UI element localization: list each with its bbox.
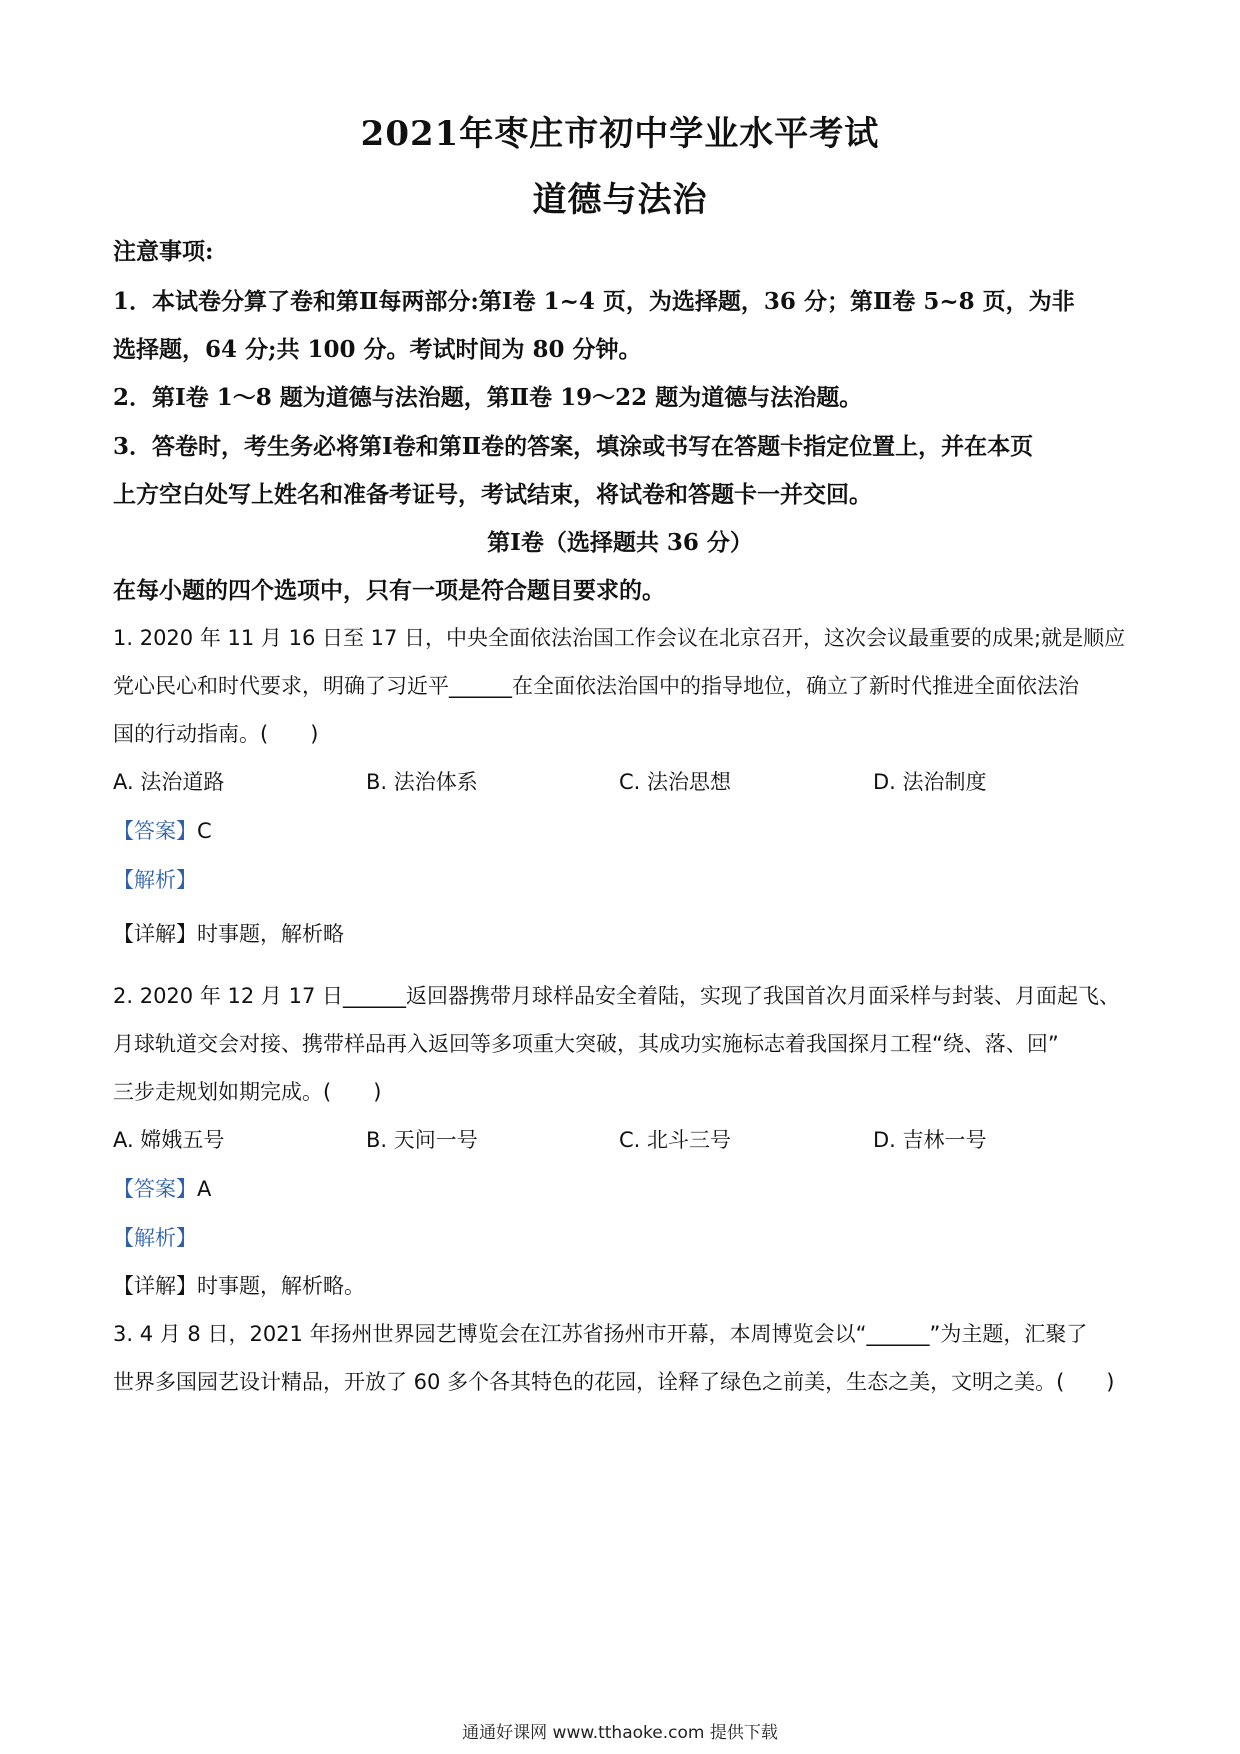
option-c: C. 北斗三号 bbox=[619, 1128, 732, 1152]
question-1-detail bbox=[113, 918, 1133, 948]
question-2-detail bbox=[113, 1270, 1133, 1300]
question-2-line-3: 三步走规划如期完成。( ) bbox=[113, 1080, 382, 1104]
option-a: A. 嫦娥五号 bbox=[113, 1128, 225, 1152]
page-footer: 通通好课网 www.tthaoke.com 提供下载 bbox=[462, 1723, 778, 1743]
question-1-options bbox=[113, 766, 1133, 796]
question-1-line-3: 国的行动指南。( ) bbox=[113, 722, 319, 746]
note-2: 2．第Ⅰ卷 1～8 题为道德与法治题，第Ⅱ卷 19～22 题为道德与法治题。 bbox=[113, 384, 863, 411]
option-b: B. 法治体系 bbox=[366, 770, 478, 794]
question-2-options bbox=[113, 1124, 1133, 1154]
option-d: D. 法治制度 bbox=[873, 770, 987, 794]
note-1-line-2: 选择题，64 分;共 100 分。考试时间为 80 分钟。 bbox=[113, 336, 642, 363]
detail-text: 时事题，解析略 bbox=[197, 922, 344, 946]
answer-value: C bbox=[197, 819, 212, 843]
option-a: A. 法治道路 bbox=[113, 770, 225, 794]
answer-tag: 【答案】 bbox=[113, 1177, 197, 1201]
question-1-line-1: 1. 2020 年 11 月 16 日至 17 日，中央全面依法治国工作会议在北京召开，这次会议最重要的成果;就是顺应 bbox=[113, 626, 1126, 650]
option-b: B. 天问一号 bbox=[366, 1128, 478, 1152]
question-1-answer bbox=[113, 815, 1133, 845]
answer-value: A bbox=[197, 1177, 212, 1201]
exam-subject: 道德与法治 bbox=[532, 180, 708, 220]
question-1-analysis-tag: 【解析】 bbox=[113, 868, 197, 892]
option-d: D. 吉林一号 bbox=[873, 1128, 987, 1152]
question-2-line-1: 2. 2020 年 12 月 17 日______返回器携带月球样品安全着陆，实现了我国首次月面采样与封装、月面起飞、 bbox=[113, 984, 1120, 1008]
question-2-answer bbox=[113, 1173, 1133, 1203]
detail-text: 时事题，解析略。 bbox=[197, 1274, 365, 1298]
question-2-line-2: 月球轨道交会对接、携带样品再入返回等多项重大突破，其成功实施标志着我国探月工程“绕、落、回” bbox=[113, 1032, 1059, 1056]
exam-title: 2021年枣庄市初中学业水平考试 bbox=[360, 114, 880, 154]
question-3-line-2: 世界多国园艺设计精品，开放了 60 多个各其特色的花园，诠释了绿色之前美，生态之美，文明之美。( ) bbox=[113, 1370, 1115, 1394]
question-1-line-2: 党心民心和时代要求，明确了习近平______在全面依法治国中的指导地位，确立了新时代推进全面依法治 bbox=[113, 674, 1079, 698]
question-2-analysis-tag: 【解析】 bbox=[113, 1226, 197, 1250]
detail-tag: 【详解】 bbox=[113, 1274, 197, 1298]
note-1-line-1: 1．本试卷分算了卷和第Ⅱ每两部分:第Ⅰ卷 1~4 页，为选择题，36 分；第Ⅱ卷 5~8 页，为非 bbox=[113, 288, 1075, 315]
section-instruction: 在每小题的四个选项中，只有一项是符合题目要求的。 bbox=[113, 577, 665, 604]
section-title: 第Ⅰ卷（选择题共 36 分） bbox=[487, 529, 753, 556]
note-3-line-2: 上方空白处写上姓名和准备考证号，考试结束，将试卷和答题卡一并交回。 bbox=[113, 481, 872, 508]
note-3-line-1: 3．答卷时，考生务必将第Ⅰ卷和第Ⅱ卷的答案，填涂或书写在答题卡指定位置上，并在本页 bbox=[113, 433, 1034, 460]
notes-heading: 注意事项: bbox=[113, 238, 214, 265]
option-c: C. 法治思想 bbox=[619, 770, 732, 794]
answer-tag: 【答案】 bbox=[113, 819, 197, 843]
detail-tag: 【详解】 bbox=[113, 922, 197, 946]
question-3-line-1: 3. 4 月 8 日，2021 年扬州世界园艺博览会在江苏省扬州市开幕，本周博览会以“______”为主题，汇聚了 bbox=[113, 1322, 1088, 1346]
